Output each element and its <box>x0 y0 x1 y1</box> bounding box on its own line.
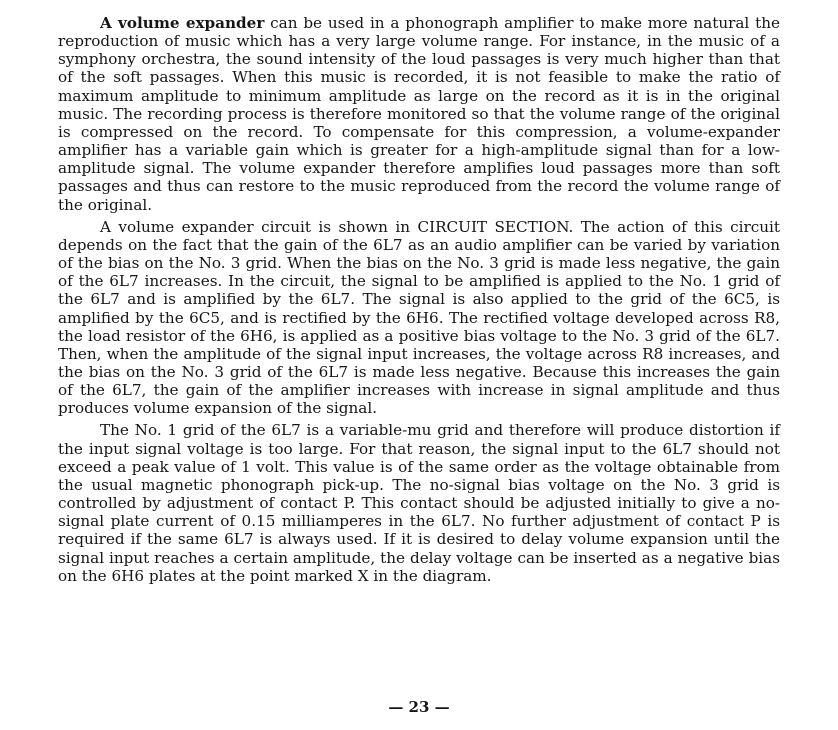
paragraph-body-text: A volume expander circuit is shown in CIRCUIT SECTION. The action of this circuit depends on the fact that the gain of the 6L7 as an audio amplifier can be varied by variation of the bias on the No. 3 grid. When the bias on the No. 3 grid is made less negative, the gain of the 6L7 increases. In the circuit, the signal to be amplified is applied to the No. 1 grid of the 6L7 and is amplified by the 6L7. The signal is also applied to the grid of the 6C5, is amplified by the 6C5, and is rectified by the 6H6. The rectified voltage developed across R8, the load resistor of the 6H6, is applied as a positive bias voltage to the No. 3 grid of the 6L7. Then, when the amplitude of the signal input increases, the voltage across R8 increases, and the bias on the No. 3 grid of the 6L7 is made less negative. Because this increases the gain of the 6L7, the gain of the amplifier increases with increase in signal amplitude and thus produces volume expansion of the signal. <box>58 217 780 418</box>
page-number: — 23 — <box>388 698 450 716</box>
paragraph-body-text: can be used in a phonograph amplifier to make more natural the reproduction of music which has a very large volume range. For instance, in the music of a symphony orchestra, the sound intensity of the loud passages is very much higher than that of the soft passages. When this music is recorded, it is not feasible to make the ratio of maximum amplitude to minimum amplitude as large on the record as it is in the original music. The recording process is therefore monitored so that the volume range of the original is compressed on the record. To compensate for this compression, a volume-expander amplifier has a variable gain which is greater for a high-amplitude signal than for a low-amplitude signal. The volume expander therefore amplifies loud passages more than soft passages and thus can restore to the music reproduced from the record the volume range of the original. <box>58 14 780 214</box>
paragraph-volume-expander-intro <box>58 14 780 214</box>
document-page <box>58 14 780 589</box>
paragraph-lead-term: A volume expander <box>100 14 265 32</box>
paragraph-body-text: The No. 1 grid of the 6L7 is a variable-mu grid and therefore will produce distortion if the input signal voltage is too large. For that reason, the signal input to the 6L7 should not exceed a peak value of 1 volt. This value is of the same order as the voltage obtainable from the usual magnetic phonograph pick-up. The no-signal bias voltage on the No. 3 grid is controlled by adjustment of contact P. This contact should be adjusted initially to give a no-signal plate current of 0.15 milliamperes in the 6L7. No further adjustment of contact P is required if the same 6L7 is always used. If it is desired to delay volume expansion until the signal input reaches a certain amplitude, the delay voltage can be inserted as a negative bias on the 6H6 plates at the point marked X in the diagram. <box>58 421 780 585</box>
paragraph-circuit-description <box>58 218 780 418</box>
paragraph-adjustment-notes <box>58 421 780 584</box>
